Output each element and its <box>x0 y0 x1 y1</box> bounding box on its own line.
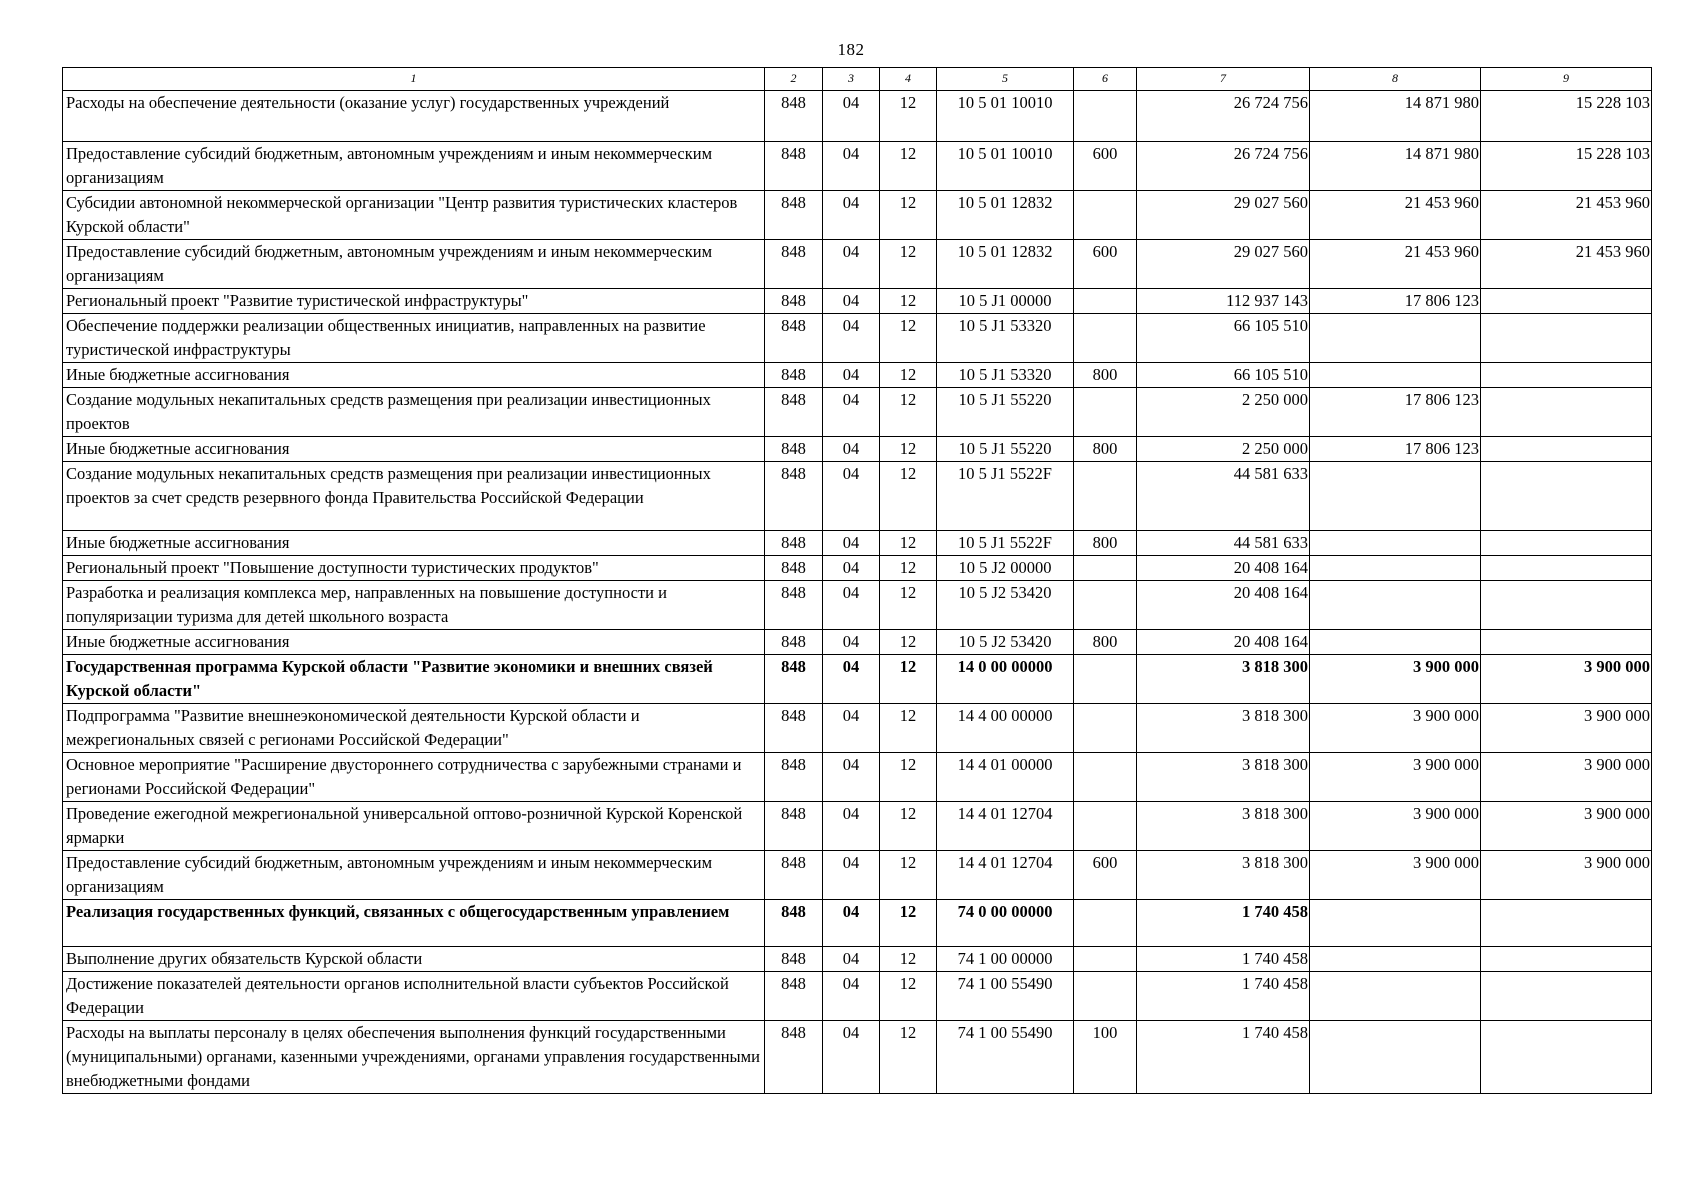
row-target-code: 10 5 01 12832 <box>937 191 1074 240</box>
row-amount-2: 3 900 000 <box>1310 753 1481 802</box>
row-amount-1: 1 740 458 <box>1137 947 1310 972</box>
row-expense-type <box>1074 289 1137 314</box>
row-amount-1: 3 818 300 <box>1137 851 1310 900</box>
row-amount-1: 20 408 164 <box>1137 556 1310 581</box>
row-expense-type <box>1074 581 1137 630</box>
row-amount-2: 3 900 000 <box>1310 655 1481 704</box>
row-target-code: 74 1 00 00000 <box>937 947 1074 972</box>
row-expense-type <box>1074 655 1137 704</box>
row-subsection: 12 <box>880 289 937 314</box>
table-row <box>63 556 1652 581</box>
row-amount-3 <box>1481 363 1652 388</box>
row-section: 04 <box>823 851 880 900</box>
row-label: Предоставление субсидий бюджетным, автономным учреждениям и иным некоммерческим организациям <box>63 851 765 900</box>
row-amount-1: 29 027 560 <box>1137 191 1310 240</box>
row-subsection: 12 <box>880 363 937 388</box>
row-admin-code: 848 <box>765 753 823 802</box>
table-body <box>63 68 1652 1094</box>
row-amount-1: 1 740 458 <box>1137 1021 1310 1094</box>
row-expense-type <box>1074 388 1137 437</box>
row-target-code: 14 4 01 00000 <box>937 753 1074 802</box>
row-expense-type <box>1074 972 1137 1021</box>
row-amount-3 <box>1481 972 1652 1021</box>
row-amount-3: 21 453 960 <box>1481 240 1652 289</box>
row-amount-2: 17 806 123 <box>1310 289 1481 314</box>
row-subsection: 12 <box>880 531 937 556</box>
row-amount-2: 17 806 123 <box>1310 388 1481 437</box>
row-admin-code: 848 <box>765 581 823 630</box>
row-amount-3: 3 900 000 <box>1481 704 1652 753</box>
row-label: Достижение показателей деятельности органов исполнительной власти субъектов Российской Федерации <box>63 972 765 1021</box>
row-subsection: 12 <box>880 437 937 462</box>
column-header: 5 <box>937 68 1074 91</box>
row-admin-code: 848 <box>765 900 823 947</box>
row-section: 04 <box>823 704 880 753</box>
row-label: Основное мероприятие "Расширение двустороннего сотрудничества с зарубежными странами и регионами Российской Федерации" <box>63 753 765 802</box>
row-section: 04 <box>823 972 880 1021</box>
table-row <box>63 363 1652 388</box>
row-target-code: 74 1 00 55490 <box>937 972 1074 1021</box>
table-row <box>63 91 1652 142</box>
row-section: 04 <box>823 462 880 531</box>
row-target-code: 14 4 01 12704 <box>937 851 1074 900</box>
row-target-code: 74 1 00 55490 <box>937 1021 1074 1094</box>
table-row <box>63 655 1652 704</box>
row-amount-3 <box>1481 900 1652 947</box>
row-label: Государственная программа Курской области "Развитие экономики и внешних связей Курской области" <box>63 655 765 704</box>
row-section: 04 <box>823 581 880 630</box>
table-row <box>63 289 1652 314</box>
row-amount-2: 14 871 980 <box>1310 91 1481 142</box>
column-header: 4 <box>880 68 937 91</box>
row-subsection: 12 <box>880 802 937 851</box>
table-row <box>63 240 1652 289</box>
row-admin-code: 848 <box>765 363 823 388</box>
column-header: 6 <box>1074 68 1137 91</box>
row-amount-2 <box>1310 972 1481 1021</box>
table-row <box>63 191 1652 240</box>
row-amount-3 <box>1481 462 1652 531</box>
row-label: Создание модульных некапитальных средств размещения при реализации инвестиционных проектов <box>63 388 765 437</box>
row-expense-type <box>1074 947 1137 972</box>
row-amount-2 <box>1310 900 1481 947</box>
row-admin-code: 848 <box>765 289 823 314</box>
row-subsection: 12 <box>880 655 937 704</box>
row-target-code: 10 5 J1 00000 <box>937 289 1074 314</box>
row-amount-3: 3 900 000 <box>1481 802 1652 851</box>
row-amount-1: 3 818 300 <box>1137 655 1310 704</box>
row-section: 04 <box>823 531 880 556</box>
row-section: 04 <box>823 655 880 704</box>
row-target-code: 14 4 01 12704 <box>937 802 1074 851</box>
row-amount-2: 14 871 980 <box>1310 142 1481 191</box>
row-amount-1: 20 408 164 <box>1137 581 1310 630</box>
row-amount-3 <box>1481 437 1652 462</box>
row-target-code: 10 5 J1 53320 <box>937 314 1074 363</box>
row-target-code: 10 5 01 10010 <box>937 91 1074 142</box>
row-subsection: 12 <box>880 388 937 437</box>
row-subsection: 12 <box>880 240 937 289</box>
row-target-code: 10 5 J2 00000 <box>937 556 1074 581</box>
row-amount-1: 2 250 000 <box>1137 437 1310 462</box>
row-expense-type: 100 <box>1074 1021 1137 1094</box>
row-admin-code: 848 <box>765 972 823 1021</box>
page-number: 182 <box>837 40 865 59</box>
row-expense-type: 600 <box>1074 240 1137 289</box>
row-amount-2 <box>1310 581 1481 630</box>
row-amount-1: 66 105 510 <box>1137 314 1310 363</box>
row-amount-1: 20 408 164 <box>1137 630 1310 655</box>
row-expense-type: 800 <box>1074 363 1137 388</box>
row-target-code: 10 5 J1 55220 <box>937 437 1074 462</box>
row-section: 04 <box>823 437 880 462</box>
row-target-code: 10 5 J1 5522F <box>937 462 1074 531</box>
row-amount-1: 3 818 300 <box>1137 704 1310 753</box>
row-amount-1: 2 250 000 <box>1137 388 1310 437</box>
table-row <box>63 630 1652 655</box>
row-subsection: 12 <box>880 1021 937 1094</box>
row-section: 04 <box>823 900 880 947</box>
row-admin-code: 848 <box>765 240 823 289</box>
row-subsection: 12 <box>880 142 937 191</box>
table-row <box>63 753 1652 802</box>
row-expense-type <box>1074 91 1137 142</box>
row-subsection: 12 <box>880 314 937 363</box>
row-section: 04 <box>823 753 880 802</box>
column-header: 1 <box>63 68 765 91</box>
row-amount-3: 15 228 103 <box>1481 142 1652 191</box>
row-amount-1: 44 581 633 <box>1137 531 1310 556</box>
row-section: 04 <box>823 363 880 388</box>
table-row <box>63 851 1652 900</box>
row-amount-3 <box>1481 531 1652 556</box>
row-label: Иные бюджетные ассигнования <box>63 437 765 462</box>
row-amount-2: 3 900 000 <box>1310 802 1481 851</box>
row-amount-2 <box>1310 462 1481 531</box>
table-row <box>63 972 1652 1021</box>
table-row <box>63 900 1652 947</box>
row-section: 04 <box>823 947 880 972</box>
row-section: 04 <box>823 289 880 314</box>
row-amount-1: 66 105 510 <box>1137 363 1310 388</box>
row-label: Проведение ежегодной межрегиональной универсальной оптово-розничной Курской Коренской ярмарки <box>63 802 765 851</box>
row-amount-1: 29 027 560 <box>1137 240 1310 289</box>
row-admin-code: 848 <box>765 851 823 900</box>
table-row <box>63 704 1652 753</box>
row-amount-1: 3 818 300 <box>1137 802 1310 851</box>
row-expense-type <box>1074 314 1137 363</box>
row-expense-type: 800 <box>1074 630 1137 655</box>
row-label: Иные бюджетные ассигнования <box>63 363 765 388</box>
row-admin-code: 848 <box>765 704 823 753</box>
row-amount-3: 3 900 000 <box>1481 655 1652 704</box>
row-admin-code: 848 <box>765 314 823 363</box>
row-subsection: 12 <box>880 191 937 240</box>
row-amount-3 <box>1481 630 1652 655</box>
row-subsection: 12 <box>880 556 937 581</box>
row-label: Предоставление субсидий бюджетным, автономным учреждениям и иным некоммерческим организациям <box>63 240 765 289</box>
row-amount-3 <box>1481 314 1652 363</box>
table-row <box>63 314 1652 363</box>
row-subsection: 12 <box>880 947 937 972</box>
row-label: Выполнение других обязательств Курской области <box>63 947 765 972</box>
row-amount-2 <box>1310 1021 1481 1094</box>
row-amount-3 <box>1481 289 1652 314</box>
row-admin-code: 848 <box>765 437 823 462</box>
row-admin-code: 848 <box>765 947 823 972</box>
row-target-code: 10 5 01 12832 <box>937 240 1074 289</box>
row-label: Субсидии автономной некоммерческой организации "Центр развития туристических кластеров Курской области" <box>63 191 765 240</box>
row-expense-type <box>1074 753 1137 802</box>
row-target-code: 10 5 01 10010 <box>937 142 1074 191</box>
row-amount-2 <box>1310 556 1481 581</box>
table-row <box>63 388 1652 437</box>
row-expense-type <box>1074 191 1137 240</box>
row-subsection: 12 <box>880 462 937 531</box>
row-target-code: 74 0 00 00000 <box>937 900 1074 947</box>
column-header: 2 <box>765 68 823 91</box>
column-header: 9 <box>1481 68 1652 91</box>
row-admin-code: 848 <box>765 630 823 655</box>
row-target-code: 14 0 00 00000 <box>937 655 1074 704</box>
row-section: 04 <box>823 630 880 655</box>
row-amount-2 <box>1310 363 1481 388</box>
row-subsection: 12 <box>880 581 937 630</box>
row-amount-3 <box>1481 1021 1652 1094</box>
row-amount-2 <box>1310 630 1481 655</box>
row-section: 04 <box>823 556 880 581</box>
table-row <box>63 947 1652 972</box>
row-admin-code: 848 <box>765 556 823 581</box>
row-label: Региональный проект "Повышение доступности туристических продуктов" <box>63 556 765 581</box>
row-amount-3 <box>1481 581 1652 630</box>
row-expense-type: 600 <box>1074 851 1137 900</box>
row-label: Разработка и реализация комплекса мер, направленных на повышение доступности и популяризации туризма для детей школьного возраста <box>63 581 765 630</box>
row-amount-1: 26 724 756 <box>1137 142 1310 191</box>
row-admin-code: 848 <box>765 191 823 240</box>
row-amount-2: 21 453 960 <box>1310 191 1481 240</box>
row-subsection: 12 <box>880 91 937 142</box>
row-target-code: 10 5 J1 53320 <box>937 363 1074 388</box>
row-amount-3 <box>1481 556 1652 581</box>
row-amount-1: 26 724 756 <box>1137 91 1310 142</box>
row-amount-2 <box>1310 531 1481 556</box>
row-subsection: 12 <box>880 630 937 655</box>
row-admin-code: 848 <box>765 802 823 851</box>
row-amount-2: 21 453 960 <box>1310 240 1481 289</box>
row-expense-type: 800 <box>1074 437 1137 462</box>
row-amount-2 <box>1310 314 1481 363</box>
row-admin-code: 848 <box>765 655 823 704</box>
row-amount-1: 3 818 300 <box>1137 753 1310 802</box>
row-label: Иные бюджетные ассигнования <box>63 531 765 556</box>
row-subsection: 12 <box>880 851 937 900</box>
row-amount-3: 3 900 000 <box>1481 753 1652 802</box>
row-expense-type: 800 <box>1074 531 1137 556</box>
row-expense-type: 600 <box>1074 142 1137 191</box>
row-amount-3: 21 453 960 <box>1481 191 1652 240</box>
row-amount-1: 112 937 143 <box>1137 289 1310 314</box>
row-amount-1: 1 740 458 <box>1137 972 1310 1021</box>
row-section: 04 <box>823 142 880 191</box>
row-label: Предоставление субсидий бюджетным, автономным учреждениям и иным некоммерческим организациям <box>63 142 765 191</box>
column-header: 8 <box>1310 68 1481 91</box>
row-section: 04 <box>823 191 880 240</box>
row-label: Реализация государственных функций, связанных с общегосударственным управлением <box>63 900 765 947</box>
row-amount-2 <box>1310 947 1481 972</box>
row-amount-3: 3 900 000 <box>1481 851 1652 900</box>
row-amount-2: 3 900 000 <box>1310 704 1481 753</box>
table-row <box>63 581 1652 630</box>
row-admin-code: 848 <box>765 531 823 556</box>
row-admin-code: 848 <box>765 91 823 142</box>
table-row <box>63 531 1652 556</box>
table-row <box>63 462 1652 531</box>
row-target-code: 10 5 J2 53420 <box>937 630 1074 655</box>
row-target-code: 10 5 J2 53420 <box>937 581 1074 630</box>
row-label: Создание модульных некапитальных средств размещения при реализации инвестиционных проектов за счет средств резервного фонда Правительства Российской Федерации <box>63 462 765 531</box>
row-amount-1: 44 581 633 <box>1137 462 1310 531</box>
row-subsection: 12 <box>880 900 937 947</box>
row-target-code: 10 5 J1 55220 <box>937 388 1074 437</box>
row-label: Подпрограмма "Развитие внешнеэкономической деятельности Курской области и межрегиональных связей с регионами Российской Федерации" <box>63 704 765 753</box>
table-row <box>63 802 1652 851</box>
table-row <box>63 437 1652 462</box>
row-section: 04 <box>823 314 880 363</box>
table-row <box>63 142 1652 191</box>
row-section: 04 <box>823 240 880 289</box>
row-expense-type <box>1074 900 1137 947</box>
row-expense-type <box>1074 556 1137 581</box>
row-subsection: 12 <box>880 704 937 753</box>
row-subsection: 12 <box>880 972 937 1021</box>
row-admin-code: 848 <box>765 1021 823 1094</box>
row-label: Расходы на выплаты персоналу в целях обеспечения выполнения функций государственными (муниципальными) органами, казенными учреждениями, органами управления государственными внебюджетными фондами <box>63 1021 765 1094</box>
row-section: 04 <box>823 388 880 437</box>
row-label: Региональный проект "Развитие туристической инфраструктуры" <box>63 289 765 314</box>
row-amount-3 <box>1481 947 1652 972</box>
row-section: 04 <box>823 91 880 142</box>
row-admin-code: 848 <box>765 142 823 191</box>
row-expense-type <box>1074 704 1137 753</box>
row-amount-3 <box>1481 388 1652 437</box>
row-admin-code: 848 <box>765 462 823 531</box>
row-amount-3: 15 228 103 <box>1481 91 1652 142</box>
row-section: 04 <box>823 1021 880 1094</box>
column-header-row <box>63 68 1652 91</box>
budget-table <box>62 67 1652 1094</box>
row-amount-2: 17 806 123 <box>1310 437 1481 462</box>
row-label: Расходы на обеспечение деятельности (оказание услуг) государственных учреждений <box>63 91 765 142</box>
row-target-code: 10 5 J1 5522F <box>937 531 1074 556</box>
row-section: 04 <box>823 802 880 851</box>
row-label: Иные бюджетные ассигнования <box>63 630 765 655</box>
row-target-code: 14 4 00 00000 <box>937 704 1074 753</box>
column-header: 7 <box>1137 68 1310 91</box>
row-label: Обеспечение поддержки реализации общественных инициатив, направленных на развитие туристической инфраструктуры <box>63 314 765 363</box>
row-amount-2: 3 900 000 <box>1310 851 1481 900</box>
row-expense-type <box>1074 462 1137 531</box>
table-row <box>63 1021 1652 1094</box>
row-amount-1: 1 740 458 <box>1137 900 1310 947</box>
row-subsection: 12 <box>880 753 937 802</box>
row-expense-type <box>1074 802 1137 851</box>
row-admin-code: 848 <box>765 388 823 437</box>
column-header: 3 <box>823 68 880 91</box>
